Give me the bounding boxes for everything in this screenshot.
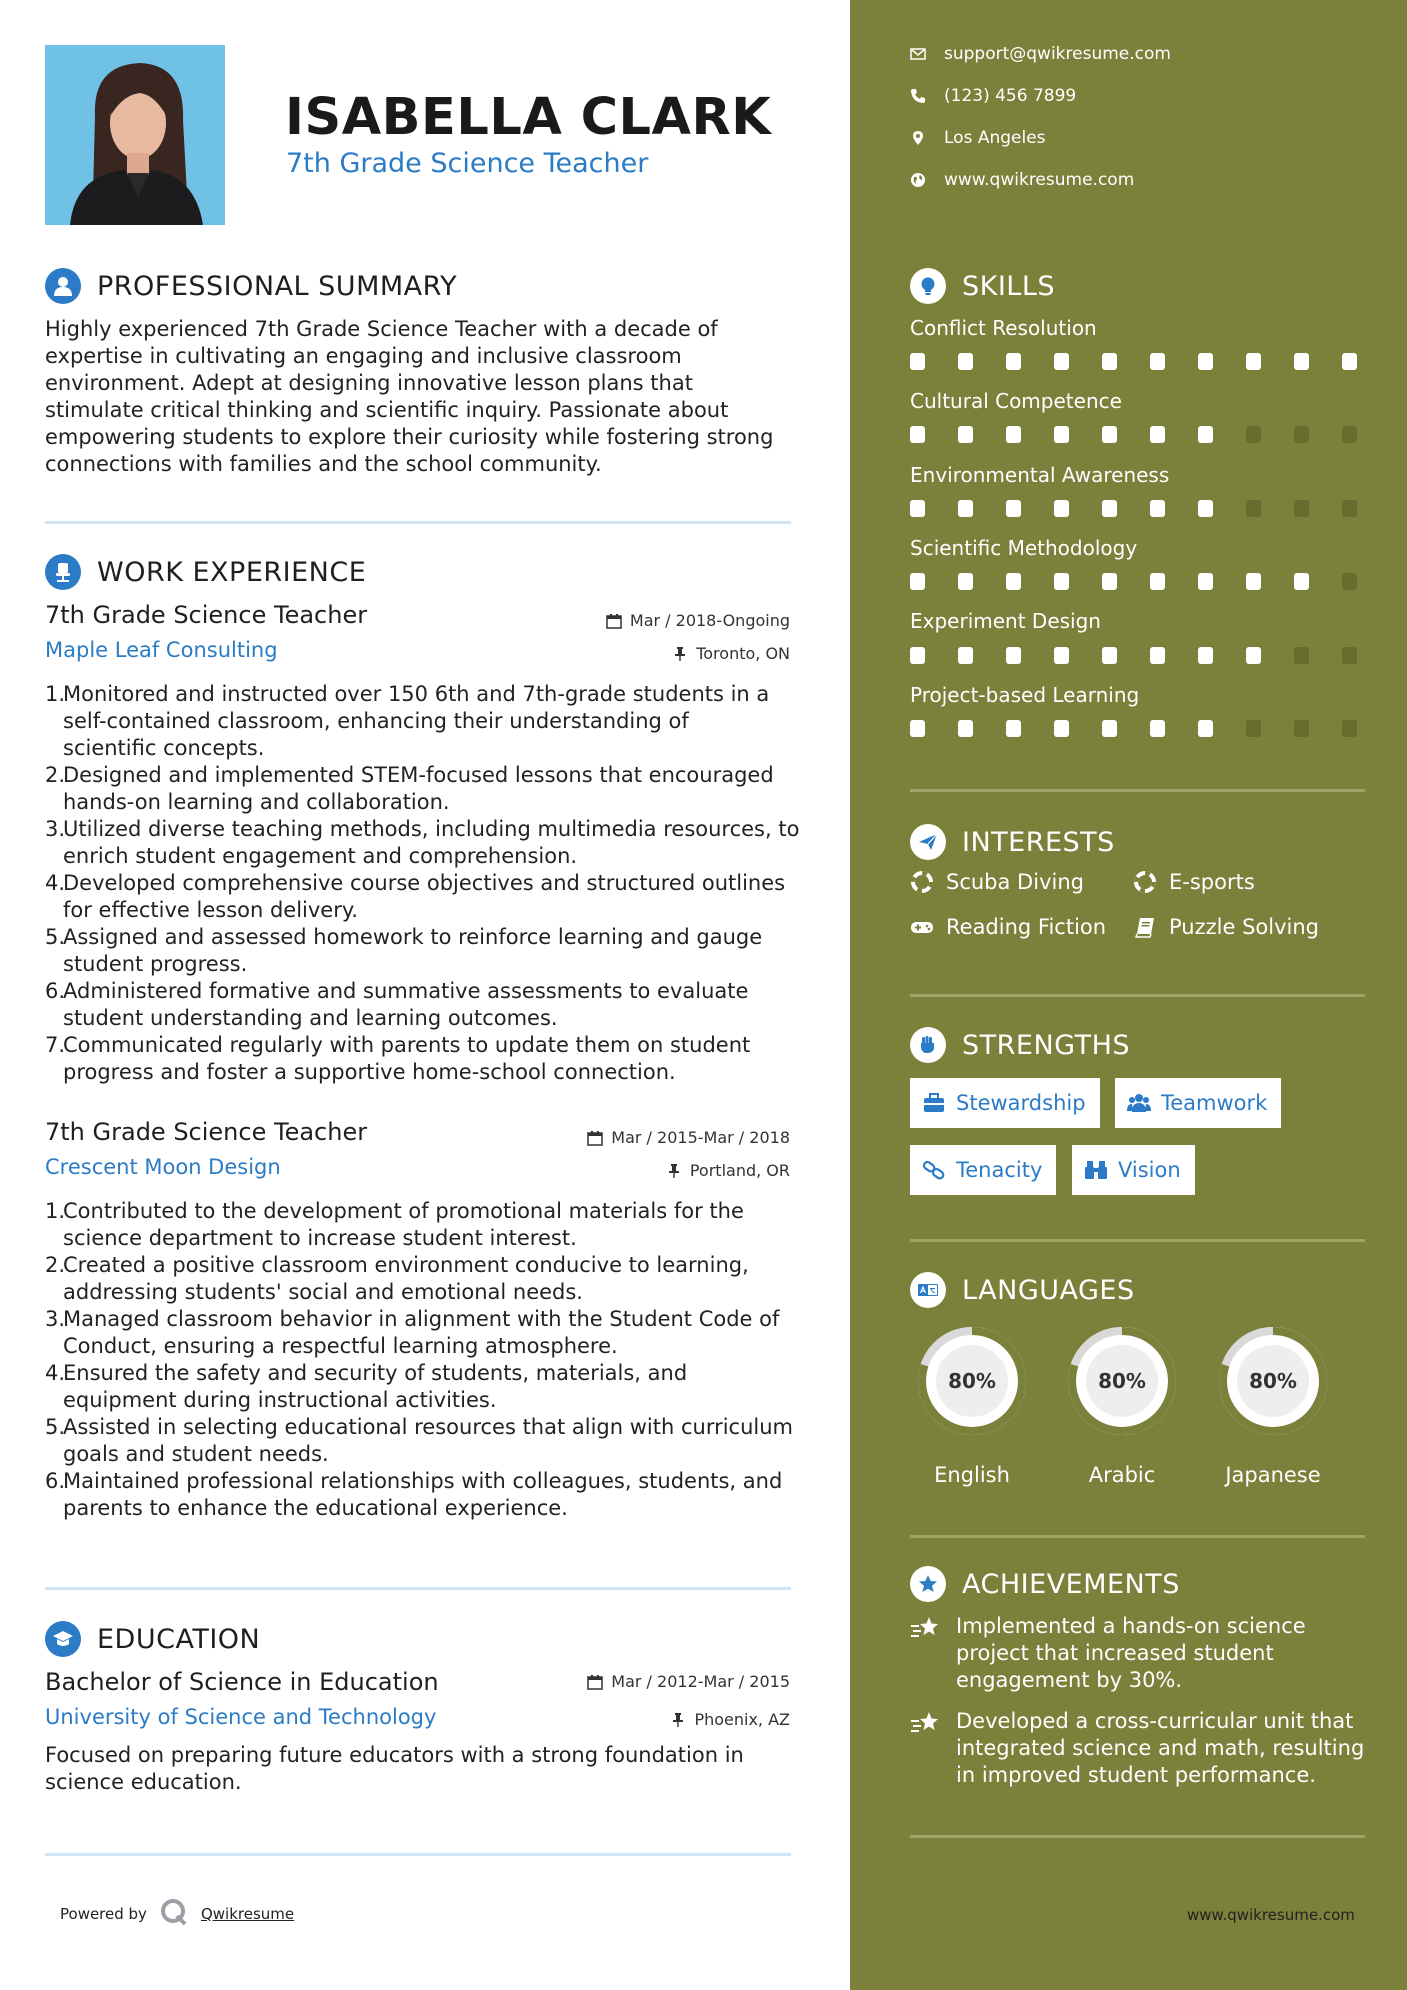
- skill-dot-filled: [1150, 720, 1165, 737]
- skill-dot-filled: [1198, 647, 1213, 664]
- candidate-name: ISABELLA CLARK: [285, 88, 772, 147]
- list-item: 1. Monitored and instructed over 150 6th and 7th-grade students in a self-contained classroom, enhancing their understanding of scientific concepts.: [45, 682, 770, 760]
- section-divider: [910, 1535, 1365, 1538]
- summary-heading: PROFESSIONAL SUMMARY: [97, 270, 458, 302]
- job-company: Maple Leaf Consulting: [45, 638, 278, 662]
- list-item: 6. Administered formative and summative assessments to evaluate student understanding and learning outcomes.: [45, 979, 749, 1030]
- skill-dot-empty: [1294, 720, 1309, 737]
- summary-line: Highly experienced 7th Grade Science Teacher with a decade of: [45, 317, 718, 341]
- candidate-title: 7th Grade Science Teacher: [286, 148, 649, 179]
- contact-email-text: support@qwikresume.com: [944, 44, 1171, 64]
- life-ring-icon: [910, 870, 934, 894]
- skill-dot-filled: [958, 426, 973, 443]
- degree-title: Bachelor of Science in Education: [45, 1668, 439, 1696]
- skill-dot-filled: [1294, 573, 1309, 590]
- life-ring-icon: [1133, 870, 1157, 894]
- section-divider: [910, 994, 1365, 997]
- achievement-text: Developed a cross-curricular unit that integrated science and math, resulting in improved student performance.: [956, 1709, 1365, 1787]
- skill-dot-filled: [958, 353, 973, 370]
- skill-dot-empty: [1246, 426, 1261, 443]
- pin-icon: [670, 1712, 686, 1728]
- skill-dot-filled: [1150, 647, 1165, 664]
- job-location: [672, 644, 790, 663]
- job-location: [666, 1161, 790, 1180]
- skill-dot-filled: [1246, 573, 1261, 590]
- language-icon: [910, 1272, 946, 1308]
- strength-label: Stewardship: [956, 1091, 1086, 1115]
- achievement-item: [910, 1613, 1380, 1694]
- job-location-text: Portland, OR: [689, 1161, 790, 1180]
- interest-label: E-sports: [1169, 870, 1255, 894]
- strength-label: Teamwork: [1161, 1091, 1268, 1115]
- list-item: 4. Developed comprehensive course objectives and structured outlines for effective lesson delivery.: [45, 871, 786, 922]
- skill-dot-filled: [958, 500, 973, 517]
- language-name: Arabic: [1088, 1463, 1156, 1487]
- link-icon: [922, 1159, 946, 1181]
- section-divider: [910, 1835, 1365, 1838]
- calendar-icon: [606, 613, 622, 629]
- language-name: Japanese: [1225, 1463, 1321, 1487]
- skills-section-header: [910, 268, 1055, 304]
- interest-item: [1133, 915, 1319, 939]
- skill-dot-empty: [1294, 647, 1309, 664]
- skill-rating: [910, 500, 1357, 517]
- skill-dot-filled: [1054, 573, 1069, 590]
- globe-icon: [910, 172, 926, 188]
- section-divider: [45, 521, 791, 524]
- section-divider: [45, 1853, 791, 1856]
- list-item: 2. Created a positive classroom environment conducive to learning, addressing students' social and emotional needs.: [45, 1253, 749, 1304]
- skill-name: Project-based Learning: [910, 683, 1140, 707]
- summary-line: stimulate critical thinking and scientific inquiry. Passionate about: [45, 398, 729, 422]
- education-line: Focused on preparing future educators with a strong foundation in: [45, 1743, 744, 1767]
- languages-heading: LANGUAGES: [962, 1274, 1135, 1306]
- skill-dot-filled: [1006, 720, 1021, 737]
- language-percent: 80%: [1098, 1369, 1146, 1393]
- skill-dot-filled: [1150, 573, 1165, 590]
- skill-dot-filled: [910, 573, 925, 590]
- qwikresume-logo-icon: [159, 1897, 189, 1931]
- strength-badge: [1115, 1078, 1281, 1128]
- strengths-heading: STRENGTHS: [962, 1029, 1131, 1061]
- skill-name: Environmental Awareness: [910, 463, 1170, 487]
- section-divider: [910, 1239, 1365, 1242]
- language-item: [910, 1319, 1034, 1487]
- skill-name: Conflict Resolution: [910, 316, 1097, 340]
- shooting-star-icon: [910, 1615, 942, 1643]
- skill-dot-empty: [1246, 720, 1261, 737]
- job-company: Crescent Moon Design: [45, 1155, 281, 1179]
- skill-dot-filled: [1198, 500, 1213, 517]
- skill-dot-empty: [1246, 500, 1261, 517]
- user-icon: [45, 268, 81, 304]
- language-percent: 80%: [1249, 1369, 1297, 1393]
- skill-name: Experiment Design: [910, 609, 1101, 633]
- list-item: 1. Contributed to the development of promotional materials for the science department to increase student interest.: [45, 1199, 744, 1250]
- paper-plane-icon: [910, 824, 946, 860]
- skill-rating: [910, 720, 1357, 737]
- skill-rating: [910, 573, 1357, 590]
- education-section-header: [45, 1621, 260, 1657]
- experience-heading: WORK EXPERIENCE: [97, 556, 367, 588]
- skill-dot-filled: [1102, 720, 1117, 737]
- list-item: 4. Ensured the safety and security of students, materials, and equipment during instructional activities.: [45, 1361, 688, 1412]
- job-date-text: Mar / 2018-Ongoing: [629, 611, 790, 630]
- interest-label: Reading Fiction: [946, 915, 1107, 939]
- job-duties-list: [45, 681, 805, 1086]
- achievements-heading: ACHIEVEMENTS: [962, 1568, 1180, 1600]
- contact-phone[interactable]: [910, 86, 1076, 106]
- fist-icon: [910, 1027, 946, 1063]
- skill-dot-filled: [1150, 500, 1165, 517]
- book-icon: [1133, 915, 1157, 939]
- calendar-icon: [587, 1130, 603, 1146]
- lightbulb-icon: [910, 268, 946, 304]
- interest-label: Scuba Diving: [946, 870, 1084, 894]
- strength-label: Vision: [1118, 1158, 1181, 1182]
- education-date: [587, 1672, 790, 1691]
- skill-dot-filled: [958, 647, 973, 664]
- binoculars-icon: [1084, 1159, 1108, 1181]
- skill-dot-filled: [1054, 353, 1069, 370]
- footer-website[interactable]: www.qwikresume.com: [1187, 1906, 1355, 1924]
- skill-dot-filled: [910, 647, 925, 664]
- contact-website[interactable]: [910, 170, 1134, 190]
- skill-dot-filled: [1006, 500, 1021, 517]
- summary-line: expertise in cultivating an engaging and inclusive classroom: [45, 344, 682, 368]
- summary-text: [45, 316, 795, 478]
- language-item: [1060, 1319, 1184, 1487]
- skill-dot-filled: [1102, 573, 1117, 590]
- language-name: English: [934, 1463, 1010, 1487]
- powered-by-footer: [60, 1897, 294, 1931]
- strength-badge: [910, 1145, 1056, 1195]
- pin-icon: [672, 646, 688, 662]
- job-date: [587, 1128, 790, 1147]
- skill-dot-filled: [1054, 647, 1069, 664]
- graduation-cap-icon: [45, 1621, 81, 1657]
- education-line: science education.: [45, 1770, 242, 1794]
- skill-dot-filled: [1102, 500, 1117, 517]
- map-marker-icon: [910, 130, 926, 146]
- skill-rating: [910, 353, 1357, 370]
- skill-dot-filled: [1006, 353, 1021, 370]
- gamepad-icon: [910, 915, 934, 939]
- strength-badge: [1072, 1145, 1195, 1195]
- experience-section-header: [45, 554, 366, 590]
- interests-section-header: [910, 824, 1115, 860]
- strength-badge: [910, 1078, 1100, 1128]
- shooting-star-icon: [910, 1710, 942, 1738]
- skill-dot-filled: [1102, 426, 1117, 443]
- list-item: 7. Communicated regularly with parents to update them on student progress and foster a supportive home-school connection.: [45, 1033, 751, 1084]
- skill-dot-filled: [1342, 353, 1357, 370]
- summary-section-header: [45, 268, 457, 304]
- education-heading: EDUCATION: [97, 1623, 261, 1655]
- interest-item: [910, 870, 1084, 894]
- skill-rating: [910, 647, 1357, 664]
- language-percent: 80%: [948, 1369, 996, 1393]
- skill-dot-empty: [1342, 573, 1357, 590]
- profile-photo: [45, 45, 225, 225]
- skill-dot-filled: [910, 426, 925, 443]
- list-item: 5. Assisted in selecting educational resources that align with curriculum goals and student needs.: [45, 1415, 794, 1466]
- skill-dot-filled: [1006, 426, 1021, 443]
- qwikresume-link[interactable]: Qwikresume: [200, 1905, 295, 1923]
- skill-dot-filled: [1198, 720, 1213, 737]
- skill-dot-filled: [1102, 353, 1117, 370]
- skill-name: Cultural Competence: [910, 389, 1122, 413]
- list-item: 2. Designed and implemented STEM-focused lessons that encouraged hands-on learning and collaboration.: [45, 763, 774, 814]
- job-duties-list: [45, 1198, 805, 1522]
- skill-dot-empty: [1342, 647, 1357, 664]
- education-location: [670, 1710, 790, 1729]
- skill-dot-filled: [1054, 500, 1069, 517]
- section-divider: [910, 789, 1365, 792]
- skill-dot-filled: [1054, 426, 1069, 443]
- job-location-text: Toronto, ON: [696, 644, 790, 663]
- briefcase-icon: [922, 1092, 946, 1114]
- skill-dot-filled: [1246, 353, 1261, 370]
- skill-dot-empty: [1342, 500, 1357, 517]
- skill-dot-empty: [1342, 426, 1357, 443]
- summary-line: connections with families and the school community.: [45, 452, 602, 476]
- skill-dot-filled: [1198, 353, 1213, 370]
- strength-label: Tenacity: [956, 1158, 1043, 1182]
- list-item: 5. Assigned and assessed homework to reinforce learning and gauge student progress.: [45, 925, 763, 976]
- job-date-text: Mar / 2015-Mar / 2018: [611, 1128, 790, 1147]
- education-location-text: Phoenix, AZ: [694, 1710, 790, 1729]
- skill-dot-filled: [1150, 353, 1165, 370]
- skill-dot-filled: [958, 573, 973, 590]
- skills-heading: SKILLS: [962, 270, 1056, 302]
- strengths-section-header: [910, 1027, 1130, 1063]
- skill-dot-empty: [1294, 500, 1309, 517]
- skill-dot-empty: [1342, 720, 1357, 737]
- interest-label: Puzzle Solving: [1169, 915, 1319, 939]
- job-title: 7th Grade Science Teacher: [45, 1118, 368, 1146]
- achievement-text: Implemented a hands-on science project that increased student engagement by 30%.: [956, 1614, 1306, 1692]
- languages-section-header: [910, 1272, 1135, 1308]
- office-chair-icon: [45, 554, 81, 590]
- skill-dot-filled: [1150, 426, 1165, 443]
- achievements-section-header: [910, 1566, 1180, 1602]
- skill-dot-filled: [910, 720, 925, 737]
- education-date-text: Mar / 2012-Mar / 2015: [611, 1672, 790, 1691]
- pin-icon: [666, 1163, 682, 1179]
- achievement-item: [910, 1708, 1380, 1789]
- skill-dot-filled: [1198, 573, 1213, 590]
- interest-item: [1133, 870, 1255, 894]
- list-item: 3. Managed classroom behavior in alignment with the Student Code of Conduct, ensuring a respectful learning atmosphere.: [45, 1307, 780, 1358]
- contact-location: [910, 128, 1046, 148]
- skill-dot-empty: [1294, 426, 1309, 443]
- skill-dot-filled: [958, 720, 973, 737]
- skill-dot-filled: [1006, 573, 1021, 590]
- list-item: 6. Maintained professional relationships with colleagues, students, and parents to enhance the educational experience.: [45, 1469, 783, 1520]
- job-date: [606, 611, 790, 630]
- summary-line: empowering students to explore their curiosity while fostering strong: [45, 425, 774, 449]
- skill-dot-filled: [910, 500, 925, 517]
- summary-line: environment. Adept at designing innovative lesson plans that: [45, 371, 693, 395]
- phone-icon: [910, 88, 926, 104]
- skill-dot-filled: [1198, 426, 1213, 443]
- section-divider: [45, 1587, 791, 1590]
- envelope-icon: [910, 46, 926, 62]
- job-title: 7th Grade Science Teacher: [45, 601, 368, 629]
- skill-dot-filled: [910, 353, 925, 370]
- contact-email[interactable]: [910, 44, 1171, 64]
- contact-phone-text: (123) 456 7899: [944, 86, 1077, 106]
- contact-location-text: Los Angeles: [944, 128, 1046, 148]
- star-badge-icon: [910, 1566, 946, 1602]
- contact-website-text: www.qwikresume.com: [944, 170, 1135, 190]
- skill-dot-filled: [1006, 647, 1021, 664]
- users-icon: [1127, 1092, 1151, 1114]
- education-description: [45, 1742, 795, 1796]
- powered-by-label: Powered by: [60, 1905, 147, 1923]
- skill-name: Scientific Methodology: [910, 536, 1138, 560]
- sidebar: [850, 0, 1407, 1990]
- interests-heading: INTERESTS: [962, 826, 1115, 858]
- skill-dot-filled: [1054, 720, 1069, 737]
- list-item: 3. Utilized diverse teaching methods, including multimedia resources, to enrich student engagement and comprehension.: [45, 817, 800, 868]
- school-name: University of Science and Technology: [45, 1705, 437, 1729]
- skill-dot-filled: [1102, 647, 1117, 664]
- skill-dot-filled: [1294, 353, 1309, 370]
- language-item: [1211, 1319, 1335, 1487]
- skill-dot-filled: [1246, 647, 1261, 664]
- skill-rating: [910, 426, 1357, 443]
- interest-item: [910, 915, 1106, 939]
- calendar-icon: [587, 1674, 603, 1690]
